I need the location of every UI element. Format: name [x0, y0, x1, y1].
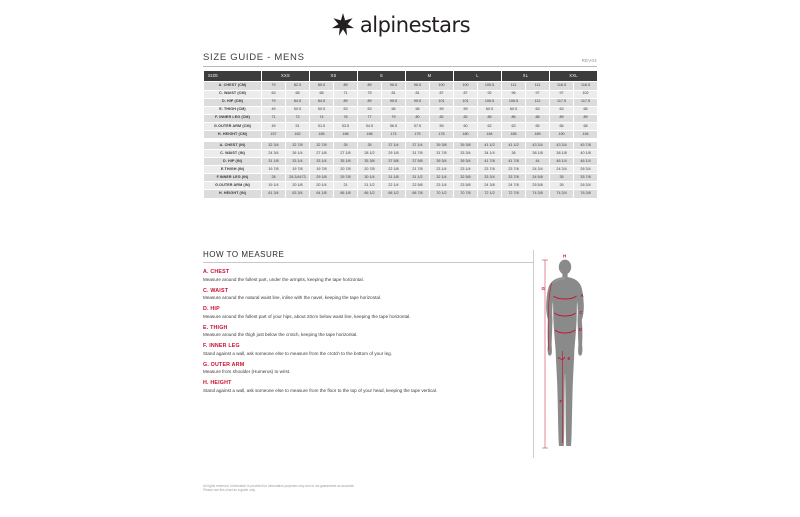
column-header-xxs: XXS: [262, 71, 310, 82]
table-cell: 23 5/8: [454, 182, 478, 190]
table-cell: 105.5: [478, 82, 502, 90]
table-cell: 100: [430, 82, 454, 90]
table-cell: 23 7/8: [478, 166, 502, 174]
table-cell: 81: [382, 90, 406, 98]
table-cell: 82: [430, 114, 454, 122]
table-row: [204, 190, 598, 198]
table-cell: 59: [430, 106, 454, 114]
table-cell: 54.5: [358, 122, 382, 130]
table-cell: 30 1/4: [358, 174, 382, 182]
table-cell: 96.5: [406, 82, 430, 90]
table-cell: 37 1/4: [382, 142, 406, 150]
table-cell: 68: [574, 122, 598, 130]
table-cell: 28: [262, 174, 286, 182]
table-cell: 21: [334, 182, 358, 190]
measurement-item-title: G. OUTER ARM: [203, 361, 245, 368]
column-header-size: SIZE: [204, 71, 262, 82]
table-cell: 35 1/8: [334, 158, 358, 166]
table-cell: 24 3/4: [526, 166, 550, 174]
table-cell: 63 3/4: [286, 190, 310, 198]
table-cell: 79: [262, 82, 286, 90]
table-cell: 56.5: [382, 122, 406, 130]
row-label: C. WAIST (IN): [204, 150, 262, 158]
table-cell: 51.5: [310, 122, 334, 130]
how-to-measure-title: HOW TO MEASURE: [203, 250, 533, 263]
measurement-item-text: Measure around the natural waist line, inline with the navel, keeping the tape horizontal.: [203, 295, 382, 300]
table-cell: 180: [454, 130, 478, 138]
table-row: [204, 82, 598, 90]
table-cell: 43 3/4: [550, 142, 574, 150]
column-header-xxl: XXL: [550, 71, 598, 82]
how-to-measure-list: [203, 269, 533, 393]
table-cell: 70 1/2: [430, 190, 454, 198]
table-row: [204, 106, 598, 114]
table-cell: 74 3/8: [526, 190, 550, 198]
table-cell: 31 7/8: [406, 150, 430, 158]
footer-disclaimer: [203, 484, 597, 493]
table-cell: 24 3/4: [262, 150, 286, 158]
table-cell: 97: [550, 90, 574, 98]
table-cell: 35: [334, 142, 358, 150]
table-cell: 31 1/8: [262, 158, 286, 166]
table-cell: 74: [310, 114, 334, 122]
table-cell: 24 3/8: [478, 182, 502, 190]
table-cell: 184: [478, 130, 502, 138]
table-cell: 20 1/4: [310, 182, 334, 190]
svg-text:A: A: [580, 293, 584, 298]
row-label: A. CHEST (IN): [204, 142, 262, 150]
table-cell: 117.5: [574, 98, 598, 106]
table-cell: 35 3/8: [358, 158, 382, 166]
table-cell: 174: [382, 130, 406, 138]
table-cell: 32 1/4: [430, 174, 454, 182]
table-cell: 73: [286, 114, 310, 122]
table-cell: 66: [574, 106, 598, 114]
footer-line-2: Please use this chart as a guide only.: [203, 488, 256, 493]
table-cell: 53: [334, 106, 358, 114]
table-cell: 41 7/8: [478, 158, 502, 166]
row-label: A. CHEST (CM): [204, 82, 262, 90]
table-cell: 71: [262, 114, 286, 122]
table-cell: 31 7/8: [430, 150, 454, 158]
table-cell: 76: [334, 114, 358, 122]
table-cell: 87: [430, 90, 454, 98]
table-cell: 175: [406, 130, 430, 138]
table-row: [204, 98, 598, 106]
table-cell: 21 7/8: [406, 166, 430, 174]
table-cell: 28 1/2: [358, 150, 382, 158]
row-label: H. HEIGHT (CM): [204, 130, 262, 138]
table-cell: 71: [334, 90, 358, 98]
table-cell: 32 7/8: [310, 142, 334, 150]
measurement-item-title: C. WAIST: [203, 287, 229, 294]
table-cell: 63: [550, 106, 574, 114]
table-cell: 21 1/2: [358, 182, 382, 190]
page-title: SIZE GUIDE - MENS: [203, 52, 305, 63]
table-cell: 29 1/8: [382, 150, 406, 158]
table-cell: 165: [310, 130, 334, 138]
table-cell: 53.5: [334, 122, 358, 130]
table-cell: 19 1/4: [262, 182, 286, 190]
table-cell: 26 3/4: [574, 182, 598, 190]
table-cell: 63: [526, 106, 550, 114]
measurement-item: [203, 288, 533, 301]
table-cell: 32 5/8: [454, 174, 478, 182]
alpinestars-star-logo-icon: [330, 12, 356, 38]
table-cell: 36: [502, 150, 526, 158]
table-cell: 92: [478, 90, 502, 98]
table-cell: 116.5: [574, 82, 598, 90]
table-cell: 88: [526, 114, 550, 122]
table-cell: 117.5: [550, 98, 574, 106]
table-cell: 32 3/4: [262, 142, 286, 150]
table-cell: 46 1/4: [574, 158, 598, 166]
table-cell: 68: [310, 90, 334, 98]
measurement-item-title: E. THIGH: [203, 324, 228, 331]
table-cell: 34 1/4: [478, 150, 502, 158]
svg-text:E: E: [567, 356, 571, 361]
table-row: [204, 130, 598, 138]
table-cell: 23 1/4: [454, 166, 478, 174]
svg-text:D: D: [579, 327, 583, 332]
table-cell: 59: [454, 106, 478, 114]
table-row: [204, 114, 598, 122]
table-cell: 66 1/2: [358, 190, 382, 198]
row-label: F.INNER LEG (IN): [204, 174, 262, 182]
column-header-xl: XL: [502, 71, 550, 82]
how-to-measure-section: [203, 250, 533, 399]
table-cell: 29 7/8: [334, 174, 358, 182]
measurement-item-title: F. INNER LEG: [203, 343, 240, 349]
table-cell: 80: [406, 114, 430, 122]
table-cell: 72 1/2: [478, 190, 502, 198]
table-cell: 85.5: [310, 82, 334, 90]
table-cell: 185: [502, 130, 526, 138]
measurement-item-text: Stand against a wall, ask someone else to measure from the crotch to the bottom of your leg.: [203, 350, 392, 356]
table-cell: 189: [526, 130, 550, 138]
table-cell: 64 1/8: [310, 190, 334, 198]
table-cell: 28 3/4473: [286, 174, 310, 182]
table-cell: 24 3/4: [550, 166, 574, 174]
row-label: G.OUTER ARM (CM): [204, 122, 262, 130]
male-body-measurement-diagram-icon: [533, 250, 597, 458]
table-cell: 66: [550, 122, 574, 130]
measurement-item-text: Measure from shoulder (Humerus) to wrist.: [203, 369, 291, 374]
row-label: H. HEIGHT (IN): [204, 190, 262, 198]
table-cell: 82.5: [286, 82, 310, 90]
table-cell: 39 3/4: [430, 158, 454, 166]
table-cell: 87: [454, 90, 478, 98]
table-cell: 50.5: [310, 106, 334, 114]
table-cell: 22 1/8: [382, 166, 406, 174]
table-cell: 44: [526, 158, 550, 166]
row-label: G.OUTER ARM (IN): [204, 182, 262, 190]
table-cell: 89: [358, 98, 382, 106]
table-cell: 62: [478, 122, 502, 130]
table-cell: 39 3/4: [454, 158, 478, 166]
measurement-item: [203, 269, 533, 282]
table-cell: 22 1/4: [382, 182, 406, 190]
row-label: E.THIGH (IN): [204, 166, 262, 174]
table-cell: 26: [550, 182, 574, 190]
table-cell: 41 1/2: [502, 142, 526, 150]
table-cell: 89: [334, 98, 358, 106]
row-label: E. THIGH (CM): [204, 106, 262, 114]
table-cell: 38 1/8: [526, 150, 550, 158]
measurement-item: [203, 380, 533, 393]
table-cell: 50.5: [286, 106, 310, 114]
table-cell: 168: [334, 130, 358, 138]
table-cell: 56: [382, 106, 406, 114]
table-cell: 19 7/8: [310, 166, 334, 174]
measurement-item: [203, 343, 533, 356]
table-cell: 111: [502, 82, 526, 90]
measurement-item: [203, 362, 533, 375]
measurement-item-text: Measure around the fullest part of your hips, about 20cm below waist line, keeping the tape horizontal.: [203, 313, 411, 319]
table-cell: 82: [454, 114, 478, 122]
size-table: [203, 70, 598, 199]
table-cell: 68 1/2: [382, 190, 406, 198]
table-cell: 61 3/4: [262, 190, 286, 198]
row-label: D. HIP (IN): [204, 158, 262, 166]
table-cell: 23 7/8: [502, 166, 526, 174]
table-cell: 37 5/8: [406, 158, 430, 166]
table-cell: 60.5: [478, 106, 502, 114]
table-cell: 79: [262, 98, 286, 106]
measurement-item-title: H. HEIGHT: [203, 380, 232, 386]
table-cell: 35: [550, 174, 574, 182]
table-cell: 162: [286, 130, 310, 138]
table-cell: 46 1/4: [550, 158, 574, 166]
column-header-xs: XS: [310, 71, 358, 82]
column-header-s: S: [358, 71, 406, 82]
table-cell: 76 3/8: [574, 190, 598, 198]
table-cell: 101: [430, 98, 454, 106]
table-cell: 97: [526, 90, 550, 98]
table-cell: 49: [262, 122, 286, 130]
table-cell: 23 1/4: [430, 182, 454, 190]
table-cell: 96: [502, 90, 526, 98]
table-cell: 31 1/8: [382, 174, 406, 182]
body-diagram: [533, 250, 597, 458]
table-cell: 79: [382, 114, 406, 122]
table-cell: 96.5: [382, 82, 406, 90]
svg-text:C: C: [579, 310, 583, 315]
footer-line-1: All rights reserved. Information is provided for information purposes only and is not guaranteed as accurate.: [203, 484, 355, 488]
table-cell: 101: [454, 98, 478, 106]
table-cell: 19 7/8: [286, 166, 310, 174]
table-cell: 33 7/8: [502, 174, 526, 182]
table-cell: 100: [454, 82, 478, 90]
table-cell: 86: [502, 114, 526, 122]
table-cell: 77: [358, 114, 382, 122]
table-cell: 68 7/8: [406, 190, 430, 198]
table-cell: 20 7/8: [358, 166, 382, 174]
table-cell: 56: [406, 106, 430, 114]
table-cell: 38 1/8: [550, 150, 574, 158]
table-cell: 51: [286, 122, 310, 130]
table-cell: 89: [334, 82, 358, 90]
table-cell: 84.5: [310, 98, 334, 106]
table-cell: 63: [262, 90, 286, 98]
table-cell: 35 7/8: [574, 174, 598, 182]
table-cell: 85: [478, 114, 502, 122]
svg-text:H: H: [563, 253, 567, 259]
table-cell: 26 1/4: [286, 150, 310, 158]
table-cell: 70 7/8: [454, 190, 478, 198]
svg-text:F: F: [559, 399, 563, 404]
table-cell: 37 5/8: [382, 158, 406, 166]
table-header-row: [204, 71, 598, 82]
table-cell: 41 1/2: [478, 142, 502, 150]
table-cell: 194: [574, 130, 598, 138]
table-cell: 33 1/4: [310, 158, 334, 166]
table-cell: 57.5: [406, 122, 430, 130]
table-cell: 31 1/2: [406, 174, 430, 182]
size-table-wrapper: [203, 70, 597, 199]
table-cell: 72 7/8: [502, 190, 526, 198]
table-cell: 157: [262, 130, 286, 138]
brand-logo: [330, 12, 470, 38]
measurement-item: [203, 306, 533, 319]
table-cell: 95.5: [406, 98, 430, 106]
table-cell: 33 3/4: [478, 174, 502, 182]
column-header-m: M: [406, 71, 454, 82]
row-label: C. WAIST (CM): [204, 90, 262, 98]
table-cell: 20 7/8: [334, 166, 358, 174]
brand-header: [0, 8, 800, 42]
measurement-item-title: D. HIP: [203, 306, 220, 312]
table-row: [204, 174, 598, 182]
table-cell: 178: [430, 130, 454, 138]
table-cell: 39 3/8: [430, 142, 454, 150]
table-row: [204, 150, 598, 158]
measurement-item-text: Measure around the fullest part, under the armpits, keeping the tape horizontal.: [203, 276, 364, 282]
table-cell: 27 1/8: [310, 150, 334, 158]
table-cell: 60: [454, 122, 478, 130]
table-cell: 106.5: [478, 98, 502, 106]
table-row: [204, 182, 598, 190]
table-cell: 168: [358, 130, 382, 138]
table-cell: 81: [406, 90, 430, 98]
table-cell: 89: [550, 114, 574, 122]
table-cell: 89: [358, 82, 382, 90]
measurement-item-text: Stand against a wall, ask someone else to measure from the floor to the top of your head, keeping the tape vertical.: [203, 387, 438, 393]
table-cell: 39 3/8: [454, 142, 478, 150]
table-cell: 74 3/4: [550, 190, 574, 198]
table-cell: 43 3/4: [526, 142, 550, 150]
table-cell: 89: [574, 114, 598, 122]
size-table-body: [204, 82, 598, 198]
column-header-l: L: [454, 71, 502, 82]
table-cell: 19 7/8: [262, 166, 286, 174]
table-cell: 24 7/8: [502, 182, 526, 190]
revision-label: REV04: [581, 58, 597, 63]
table-cell: 68: [286, 90, 310, 98]
measurement-item-title: A. CHEST: [203, 269, 230, 275]
table-cell: 26 3/4: [574, 166, 598, 174]
table-cell: 112: [526, 98, 550, 106]
table-cell: 22 5/8: [406, 182, 430, 190]
table-cell: 40 1/8: [574, 150, 598, 158]
title-bar: [203, 52, 597, 67]
table-row: [204, 122, 598, 130]
table-cell: 32 7/8: [286, 142, 310, 150]
table-cell: 75: [358, 90, 382, 98]
table-cell: 95.5: [382, 98, 406, 106]
table-cell: 63: [502, 122, 526, 130]
measurement-item: [203, 325, 533, 338]
table-cell: 20 1/8: [286, 182, 310, 190]
table-cell: 190: [550, 130, 574, 138]
table-cell: 106.5: [502, 98, 526, 106]
table-cell: 33 1/4: [286, 158, 310, 166]
table-row: [204, 166, 598, 174]
table-cell: 59: [430, 122, 454, 130]
table-cell: 84.5: [286, 98, 310, 106]
table-cell: 41 7/8: [502, 158, 526, 166]
row-label: D. HIP (CM): [204, 98, 262, 106]
table-cell: 27 1/8: [334, 150, 358, 158]
table-row: [204, 158, 598, 166]
table-cell: 35: [358, 142, 382, 150]
table-cell: 49: [262, 106, 286, 114]
table-cell: 37 1/4: [406, 142, 430, 150]
table-row: [204, 90, 598, 98]
table-cell: 33 3/4: [454, 150, 478, 158]
brand-name: alpinestars: [359, 13, 471, 37]
svg-text:G: G: [541, 286, 545, 291]
table-cell: 23 1/4: [430, 166, 454, 174]
table-cell: 66 1/8: [334, 190, 358, 198]
table-cell: 116.5: [550, 82, 574, 90]
table-cell: 60.5: [502, 106, 526, 114]
table-cell: 53: [358, 106, 382, 114]
table-cell: 45 7/8: [574, 142, 598, 150]
table-cell: 34 5/8: [526, 174, 550, 182]
table-cell: 29 1/8: [310, 174, 334, 182]
row-label: F. INNER LEG (CM): [204, 114, 262, 122]
table-cell: 102: [574, 90, 598, 98]
table-row: [204, 142, 598, 150]
table-cell: 25 5/8: [526, 182, 550, 190]
table-cell: 65: [526, 122, 550, 130]
table-cell: 111: [526, 82, 550, 90]
measurement-item-text: Measure around the thigh just below the crotch, keeping the tape horizontal.: [203, 332, 358, 337]
